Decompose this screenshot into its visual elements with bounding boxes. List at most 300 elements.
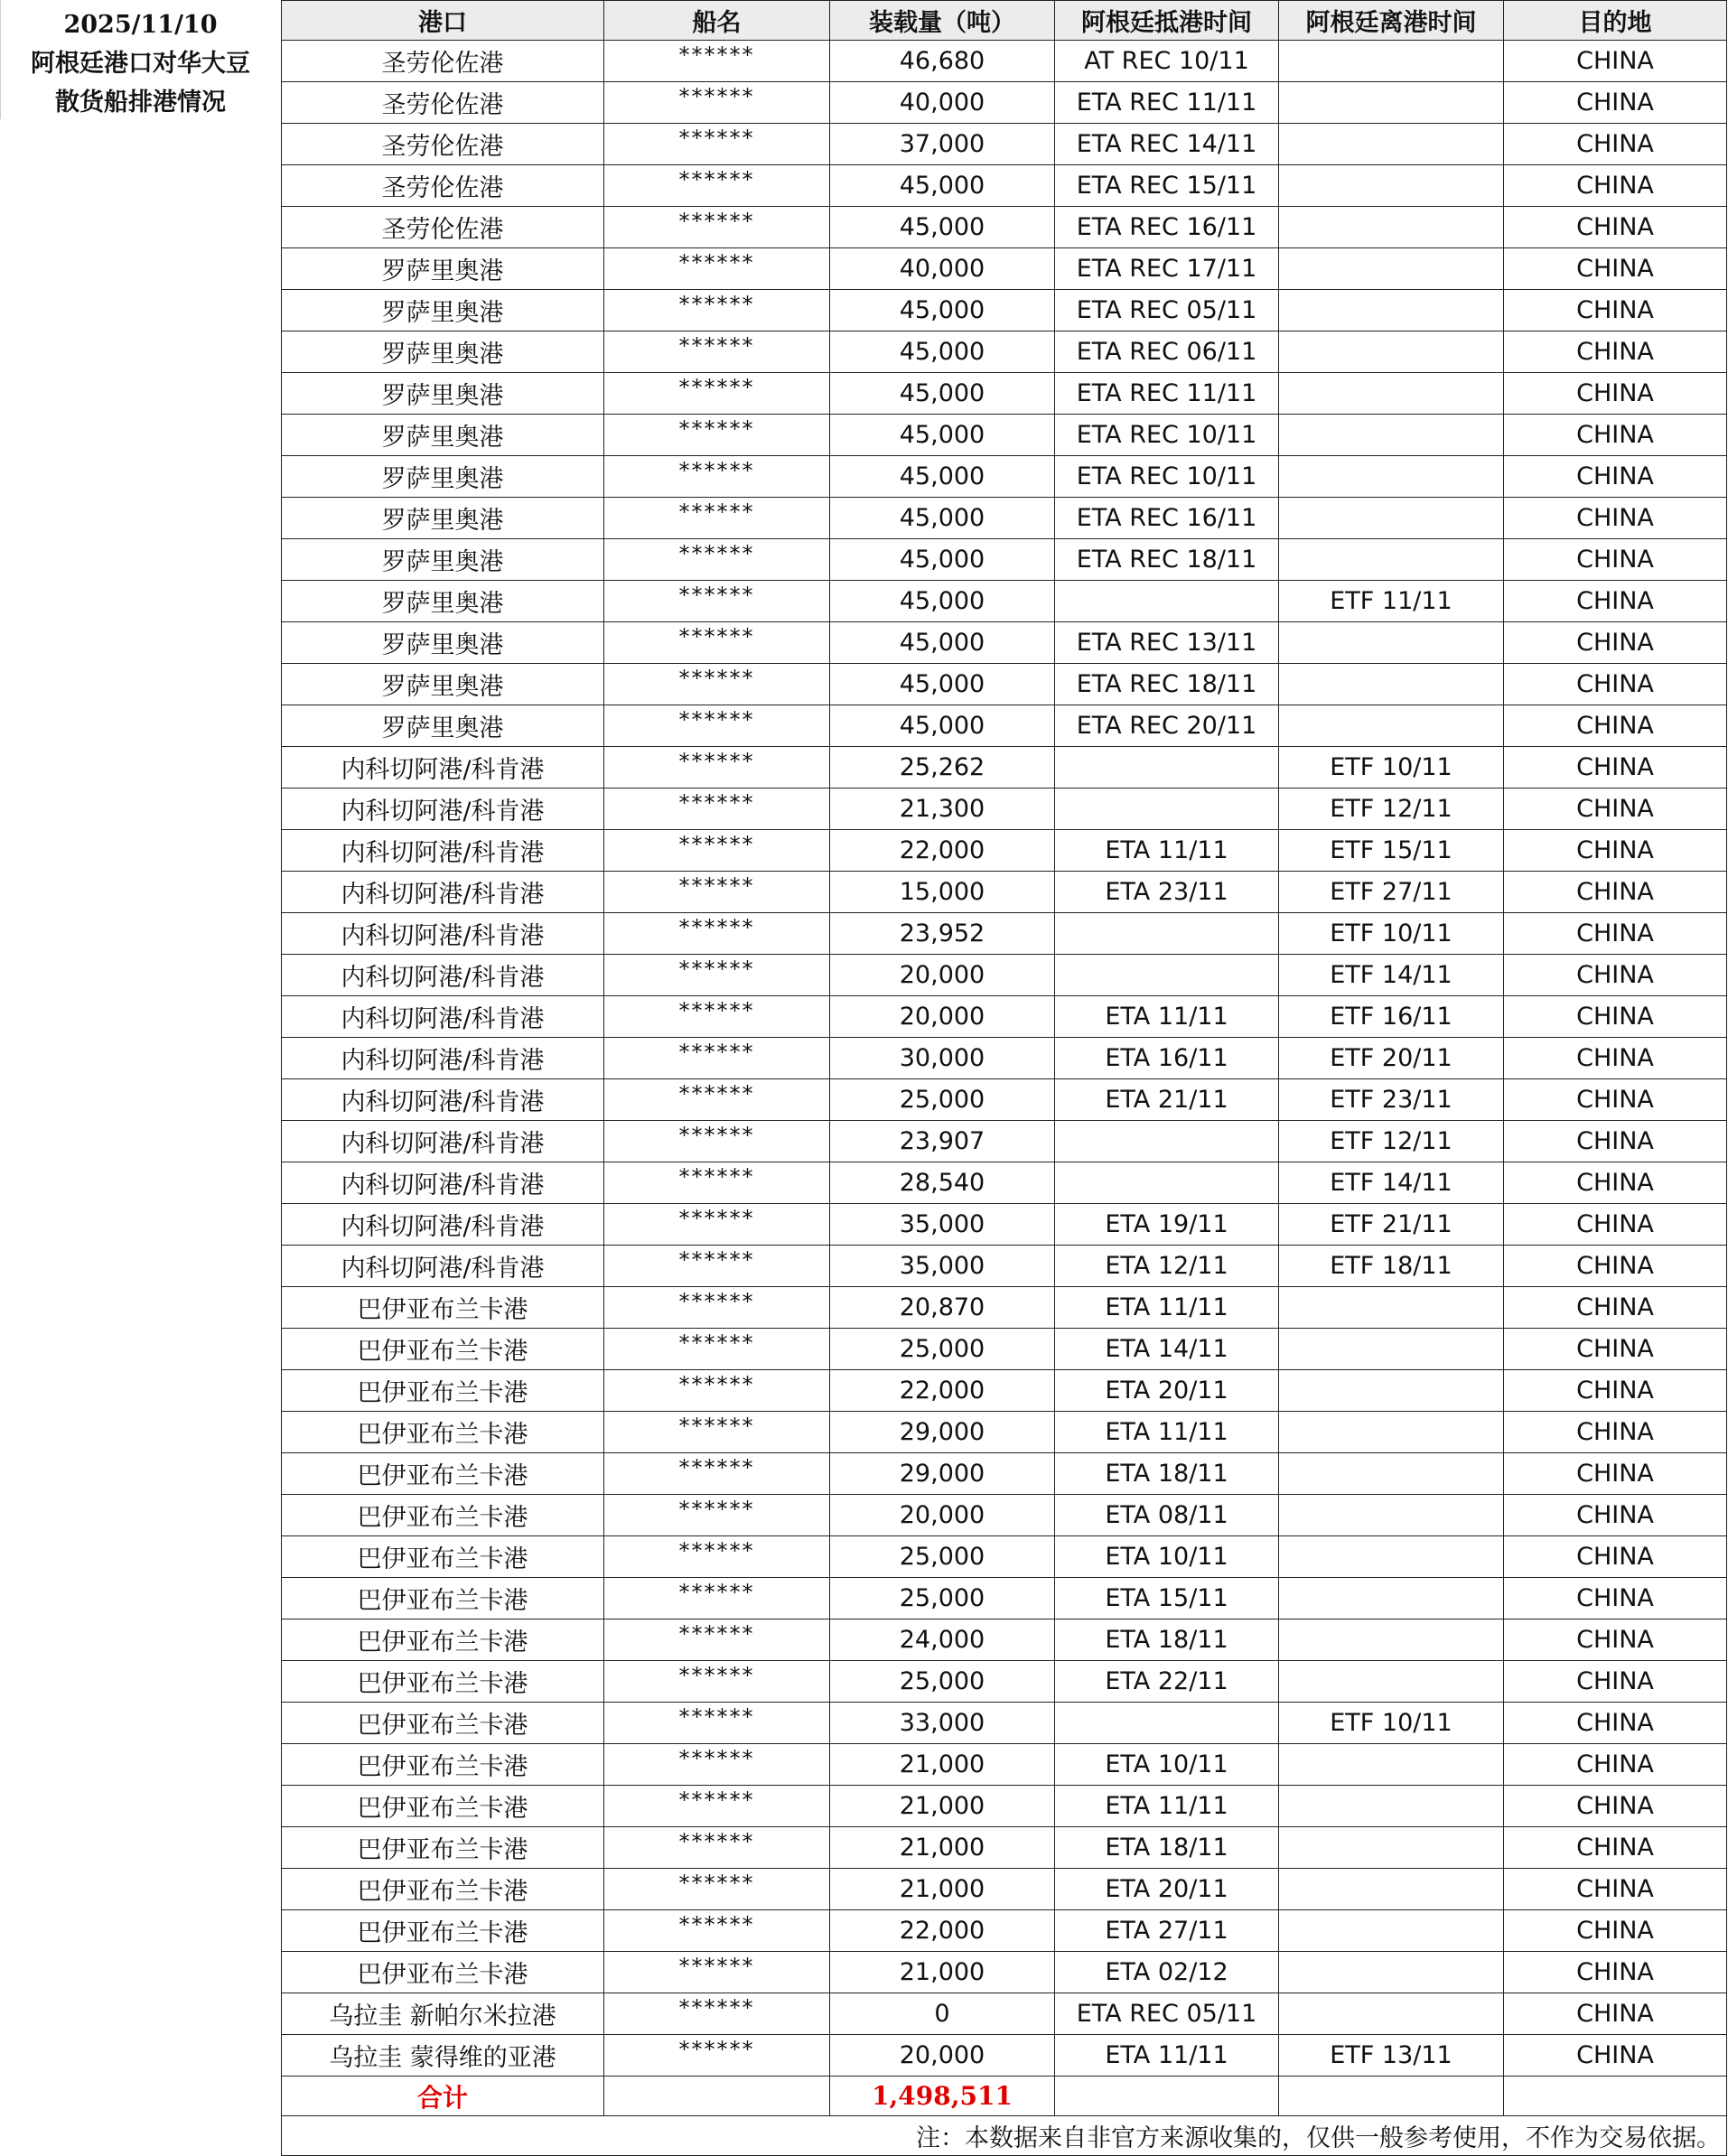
cell-arrival: ETA 10/11 <box>1055 1536 1279 1578</box>
cell-arrival: ETA 11/11 <box>1055 996 1279 1038</box>
cell-departure <box>1279 1287 1504 1329</box>
cell-destination: CHINA <box>1504 955 1727 996</box>
cell-ship: ****** <box>604 331 830 373</box>
note-row <box>282 2116 1727 2156</box>
cell-arrival: ETA REC 05/11 <box>1055 1993 1279 2035</box>
table-row <box>282 1703 1727 1744</box>
cell-port: 罗萨里奥港 <box>282 373 604 415</box>
cell-ship: ****** <box>604 1495 830 1536</box>
cell-departure: ETF 27/11 <box>1279 872 1504 913</box>
cell-destination: CHINA <box>1504 2035 1727 2077</box>
cell-destination: CHINA <box>1504 1744 1727 1786</box>
cell-port: 圣劳伦佐港 <box>282 207 604 248</box>
cell-ship: ****** <box>604 1412 830 1453</box>
cell-port: 巴伊亚布兰卡港 <box>282 1952 604 1993</box>
header-destination: 目的地 <box>1504 1 1727 41</box>
cell-arrival <box>1055 1121 1279 1162</box>
cell-ship: ****** <box>604 1287 830 1329</box>
cell-departure: ETF 18/11 <box>1279 1246 1504 1287</box>
cell-arrival: ETA REC 18/11 <box>1055 539 1279 581</box>
cell-load: 40,000 <box>830 82 1055 124</box>
cell-departure <box>1279 1536 1504 1578</box>
report-title-line2: 散货船排港情况 <box>55 89 226 117</box>
cell-departure: ETF 10/11 <box>1279 913 1504 955</box>
cell-port: 内科切阿港/科肯港 <box>282 830 604 872</box>
cell-departure <box>1279 124 1504 165</box>
cell-load: 15,000 <box>830 872 1055 913</box>
cell-load: 20,000 <box>830 996 1055 1038</box>
cell-load: 45,000 <box>830 373 1055 415</box>
cell-arrival: ETA 18/11 <box>1055 1827 1279 1869</box>
cell-load: 22,000 <box>830 1910 1055 1952</box>
cell-arrival: ETA REC 14/11 <box>1055 124 1279 165</box>
cell-ship: ****** <box>604 1786 830 1827</box>
cell-load: 45,000 <box>830 415 1055 456</box>
cell-arrival: ETA 20/11 <box>1055 1869 1279 1910</box>
cell-load: 20,870 <box>830 1287 1055 1329</box>
cell-ship: ****** <box>604 1329 830 1370</box>
cell-departure: ETF 20/11 <box>1279 1038 1504 1079</box>
cell-port: 圣劳伦佐港 <box>282 124 604 165</box>
cell-arrival: ETA REC 16/11 <box>1055 207 1279 248</box>
cell-departure: ETF 16/11 <box>1279 996 1504 1038</box>
cell-load: 25,000 <box>830 1079 1055 1121</box>
cell-arrival <box>1055 1162 1279 1204</box>
cell-ship: ****** <box>604 789 830 830</box>
cell-departure: ETF 12/11 <box>1279 1121 1504 1162</box>
table-row <box>282 872 1727 913</box>
cell-port: 巴伊亚布兰卡港 <box>282 1661 604 1703</box>
cell-port: 罗萨里奥港 <box>282 498 604 539</box>
cell-ship: ****** <box>604 1869 830 1910</box>
cell-departure <box>1279 290 1504 331</box>
cell-destination: CHINA <box>1504 1619 1727 1661</box>
cell-arrival: ETA 11/11 <box>1055 2035 1279 2077</box>
cell-port: 巴伊亚布兰卡港 <box>282 1412 604 1453</box>
header-arrival: 阿根廷抵港时间 <box>1055 1 1279 41</box>
cell-ship: ****** <box>604 124 830 165</box>
cell-departure <box>1279 415 1504 456</box>
table-row <box>282 207 1727 248</box>
cell-arrival <box>1055 955 1279 996</box>
cell-port: 罗萨里奥港 <box>282 415 604 456</box>
cell-ship: ****** <box>604 415 830 456</box>
cell-load: 20,000 <box>830 955 1055 996</box>
cell-port: 罗萨里奥港 <box>282 622 604 664</box>
table-row <box>282 789 1727 830</box>
cell-departure <box>1279 248 1504 290</box>
cell-destination: CHINA <box>1504 373 1727 415</box>
cell-port: 罗萨里奥港 <box>282 705 604 747</box>
cell-port: 内科切阿港/科肯港 <box>282 955 604 996</box>
table-body <box>282 41 1727 2077</box>
cell-ship: ****** <box>604 1952 830 1993</box>
cell-destination: CHINA <box>1504 1495 1727 1536</box>
table-row <box>282 1162 1727 1204</box>
cell-arrival: ETA REC 18/11 <box>1055 664 1279 705</box>
table-row <box>282 581 1727 622</box>
cell-load: 45,000 <box>830 705 1055 747</box>
cell-destination: CHINA <box>1504 124 1727 165</box>
cell-arrival: ETA REC 10/11 <box>1055 415 1279 456</box>
table-row <box>282 1661 1727 1703</box>
cell-departure: ETF 13/11 <box>1279 2035 1504 2077</box>
table-row <box>282 373 1727 415</box>
table-row <box>282 1827 1727 1869</box>
cell-arrival: ETA REC 17/11 <box>1055 248 1279 290</box>
cell-destination: CHINA <box>1504 622 1727 664</box>
cell-arrival: ETA 15/11 <box>1055 1578 1279 1619</box>
header-load: 装载量（吨） <box>830 1 1055 41</box>
cell-load: 25,000 <box>830 1578 1055 1619</box>
cell-destination: CHINA <box>1504 1204 1727 1246</box>
cell-arrival: ETA 02/12 <box>1055 1952 1279 1993</box>
cell-ship: ****** <box>604 82 830 124</box>
cell-ship: ****** <box>604 830 830 872</box>
cell-load: 21,300 <box>830 789 1055 830</box>
cell-arrival: ETA 14/11 <box>1055 1329 1279 1370</box>
cell-departure <box>1279 1329 1504 1370</box>
cell-departure <box>1279 1952 1504 1993</box>
cell-departure: ETF 10/11 <box>1279 747 1504 789</box>
cell-load: 28,540 <box>830 1162 1055 1204</box>
cell-destination: CHINA <box>1504 415 1727 456</box>
table-row <box>282 165 1727 207</box>
cell-ship: ****** <box>604 248 830 290</box>
cell-destination: CHINA <box>1504 290 1727 331</box>
cell-port: 内科切阿港/科肯港 <box>282 1246 604 1287</box>
total-label: 合计 <box>282 2077 604 2116</box>
cell-arrival: ETA 11/11 <box>1055 1412 1279 1453</box>
cell-departure <box>1279 331 1504 373</box>
table-row <box>282 1204 1727 1246</box>
table-row <box>282 1495 1727 1536</box>
cell-load: 29,000 <box>830 1412 1055 1453</box>
cell-destination: CHINA <box>1504 1412 1727 1453</box>
cell-port: 罗萨里奥港 <box>282 581 604 622</box>
total-value: 1,498,511 <box>830 2077 1055 2116</box>
table-row <box>282 996 1727 1038</box>
cell-destination: CHINA <box>1504 1162 1727 1204</box>
cell-port: 罗萨里奥港 <box>282 331 604 373</box>
table-row <box>282 955 1727 996</box>
cell-port: 巴伊亚布兰卡港 <box>282 1453 604 1495</box>
cell-ship: ****** <box>604 165 830 207</box>
cell-load: 45,000 <box>830 498 1055 539</box>
cell-port: 乌拉圭 新帕尔米拉港 <box>282 1993 604 2035</box>
cell-arrival: ETA 20/11 <box>1055 1370 1279 1412</box>
table-row <box>282 1993 1727 2035</box>
table-row <box>282 124 1727 165</box>
cell-destination: CHINA <box>1504 1827 1727 1869</box>
cell-port: 巴伊亚布兰卡港 <box>282 1329 604 1370</box>
table-row <box>282 539 1727 581</box>
cell-departure <box>1279 1869 1504 1910</box>
table-row <box>282 913 1727 955</box>
cell-load: 45,000 <box>830 331 1055 373</box>
cell-load: 35,000 <box>830 1204 1055 1246</box>
cell-departure <box>1279 1578 1504 1619</box>
cell-port: 巴伊亚布兰卡港 <box>282 1536 604 1578</box>
cell-load: 45,000 <box>830 290 1055 331</box>
cell-ship: ****** <box>604 1370 830 1412</box>
cell-load: 40,000 <box>830 248 1055 290</box>
cell-destination: CHINA <box>1504 747 1727 789</box>
table-row <box>282 2035 1727 2077</box>
cell-ship: ****** <box>604 290 830 331</box>
cell-arrival: ETA 10/11 <box>1055 1744 1279 1786</box>
cell-load: 23,952 <box>830 913 1055 955</box>
report-title-block <box>0 0 280 119</box>
cell-load: 22,000 <box>830 830 1055 872</box>
header-departure: 阿根廷离港时间 <box>1279 1 1504 41</box>
total-empty-arrival <box>1055 2077 1279 2116</box>
cell-departure <box>1279 498 1504 539</box>
cell-destination: CHINA <box>1504 872 1727 913</box>
cell-arrival: AT REC 10/11 <box>1055 41 1279 82</box>
cell-departure <box>1279 1744 1504 1786</box>
cell-destination: CHINA <box>1504 82 1727 124</box>
cell-destination: CHINA <box>1504 1910 1727 1952</box>
cell-port: 罗萨里奥港 <box>282 456 604 498</box>
cell-arrival: ETA REC 13/11 <box>1055 622 1279 664</box>
cell-load: 45,000 <box>830 664 1055 705</box>
table-row <box>282 1287 1727 1329</box>
cell-port: 内科切阿港/科肯港 <box>282 789 604 830</box>
cell-arrival: ETA REC 11/11 <box>1055 373 1279 415</box>
table-row <box>282 1619 1727 1661</box>
table-row <box>282 248 1727 290</box>
cell-departure: ETF 12/11 <box>1279 789 1504 830</box>
cell-arrival: ETA 16/11 <box>1055 1038 1279 1079</box>
table-row <box>282 1370 1727 1412</box>
cell-load: 20,000 <box>830 2035 1055 2077</box>
cell-arrival: ETA 18/11 <box>1055 1619 1279 1661</box>
cell-load: 30,000 <box>830 1038 1055 1079</box>
cell-departure <box>1279 1786 1504 1827</box>
table-row <box>282 1910 1727 1952</box>
cell-arrival: ETA 21/11 <box>1055 1079 1279 1121</box>
cell-departure <box>1279 373 1504 415</box>
cell-departure <box>1279 41 1504 82</box>
cell-arrival <box>1055 1703 1279 1744</box>
cell-ship: ****** <box>604 1827 830 1869</box>
cell-arrival: ETA REC 05/11 <box>1055 290 1279 331</box>
cell-port: 圣劳伦佐港 <box>282 165 604 207</box>
cell-load: 45,000 <box>830 622 1055 664</box>
cell-load: 21,000 <box>830 1952 1055 1993</box>
cell-destination: CHINA <box>1504 913 1727 955</box>
cell-port: 内科切阿港/科肯港 <box>282 913 604 955</box>
cell-arrival: ETA REC 10/11 <box>1055 456 1279 498</box>
cell-ship: ****** <box>604 1162 830 1204</box>
cell-departure <box>1279 207 1504 248</box>
table-row <box>282 1453 1727 1495</box>
cell-departure <box>1279 1827 1504 1869</box>
cell-ship: ****** <box>604 1453 830 1495</box>
cell-destination: CHINA <box>1504 1453 1727 1495</box>
cell-ship: ****** <box>604 747 830 789</box>
cell-load: 29,000 <box>830 1453 1055 1495</box>
table-row <box>282 415 1727 456</box>
cell-arrival <box>1055 789 1279 830</box>
cell-port: 罗萨里奥港 <box>282 539 604 581</box>
table-row <box>282 1952 1727 1993</box>
cell-ship: ****** <box>604 872 830 913</box>
cell-destination: CHINA <box>1504 331 1727 373</box>
cell-destination: CHINA <box>1504 1703 1727 1744</box>
cell-arrival: ETA 11/11 <box>1055 830 1279 872</box>
table-row <box>282 747 1727 789</box>
table-row <box>282 41 1727 82</box>
cell-departure <box>1279 165 1504 207</box>
cell-destination: CHINA <box>1504 539 1727 581</box>
table-row <box>282 290 1727 331</box>
cell-load: 25,000 <box>830 1536 1055 1578</box>
cell-destination: CHINA <box>1504 581 1727 622</box>
cell-destination: CHINA <box>1504 1661 1727 1703</box>
cell-ship: ****** <box>604 373 830 415</box>
cell-destination: CHINA <box>1504 1993 1727 2035</box>
cell-departure <box>1279 1661 1504 1703</box>
cell-arrival: ETA REC 16/11 <box>1055 498 1279 539</box>
cell-ship: ****** <box>604 539 830 581</box>
cell-ship: ****** <box>604 2035 830 2077</box>
cell-port: 内科切阿港/科肯港 <box>282 1162 604 1204</box>
cell-destination: CHINA <box>1504 41 1727 82</box>
cell-port: 巴伊亚布兰卡港 <box>282 1910 604 1952</box>
cell-departure <box>1279 664 1504 705</box>
cell-load: 22,000 <box>830 1370 1055 1412</box>
cell-load: 23,907 <box>830 1121 1055 1162</box>
cell-port: 乌拉圭 蒙得维的亚港 <box>282 2035 604 2077</box>
table-row <box>282 664 1727 705</box>
cell-destination: CHINA <box>1504 830 1727 872</box>
cell-arrival: ETA 08/11 <box>1055 1495 1279 1536</box>
table-row <box>282 1578 1727 1619</box>
cell-arrival: ETA REC 06/11 <box>1055 331 1279 373</box>
cell-port: 圣劳伦佐港 <box>282 41 604 82</box>
cell-destination: CHINA <box>1504 789 1727 830</box>
total-empty-destination <box>1504 2077 1727 2116</box>
cell-port: 巴伊亚布兰卡港 <box>282 1370 604 1412</box>
header-port: 港口 <box>282 1 604 41</box>
cell-destination: CHINA <box>1504 1287 1727 1329</box>
cell-arrival: ETA 11/11 <box>1055 1786 1279 1827</box>
cell-departure <box>1279 1993 1504 2035</box>
cell-arrival: ETA REC 15/11 <box>1055 165 1279 207</box>
table-row <box>282 1121 1727 1162</box>
cell-arrival <box>1055 913 1279 955</box>
table-row <box>282 1869 1727 1910</box>
cell-port: 内科切阿港/科肯港 <box>282 1204 604 1246</box>
cell-load: 21,000 <box>830 1744 1055 1786</box>
cell-port: 巴伊亚布兰卡港 <box>282 1744 604 1786</box>
cell-ship: ****** <box>604 705 830 747</box>
cell-load: 45,000 <box>830 207 1055 248</box>
cell-arrival: ETA 27/11 <box>1055 1910 1279 1952</box>
cell-ship: ****** <box>604 1246 830 1287</box>
table-row <box>282 331 1727 373</box>
cell-ship: ****** <box>604 456 830 498</box>
cell-departure: ETF 14/11 <box>1279 955 1504 996</box>
table-row <box>282 1412 1727 1453</box>
table-row <box>282 82 1727 124</box>
cell-ship: ****** <box>604 1038 830 1079</box>
cell-port: 内科切阿港/科肯港 <box>282 996 604 1038</box>
table-row <box>282 1038 1727 1079</box>
total-row <box>282 2077 1727 2116</box>
cell-departure <box>1279 82 1504 124</box>
table-row <box>282 622 1727 664</box>
cell-departure: ETF 10/11 <box>1279 1703 1504 1744</box>
cell-departure <box>1279 705 1504 747</box>
cell-destination: CHINA <box>1504 165 1727 207</box>
cell-destination: CHINA <box>1504 1370 1727 1412</box>
cell-load: 25,000 <box>830 1329 1055 1370</box>
table-row <box>282 1246 1727 1287</box>
cell-destination: CHINA <box>1504 1246 1727 1287</box>
cell-load: 45,000 <box>830 539 1055 581</box>
table-row <box>282 1536 1727 1578</box>
table-row <box>282 1786 1727 1827</box>
cell-destination: CHINA <box>1504 1578 1727 1619</box>
cell-ship: ****** <box>604 581 830 622</box>
cell-port: 巴伊亚布兰卡港 <box>282 1287 604 1329</box>
cell-port: 圣劳伦佐港 <box>282 82 604 124</box>
total-empty-ship <box>604 2077 830 2116</box>
cell-load: 45,000 <box>830 581 1055 622</box>
cell-ship: ****** <box>604 1703 830 1744</box>
cell-ship: ****** <box>604 664 830 705</box>
cell-ship: ****** <box>604 1993 830 2035</box>
cell-arrival: ETA 22/11 <box>1055 1661 1279 1703</box>
cell-ship: ****** <box>604 1661 830 1703</box>
cell-port: 巴伊亚布兰卡港 <box>282 1786 604 1827</box>
cell-ship: ****** <box>604 996 830 1038</box>
cell-port: 巴伊亚布兰卡港 <box>282 1869 604 1910</box>
total-empty-departure <box>1279 2077 1504 2116</box>
table-row <box>282 1329 1727 1370</box>
cell-destination: CHINA <box>1504 1121 1727 1162</box>
cell-ship: ****** <box>604 955 830 996</box>
cell-ship: ****** <box>604 913 830 955</box>
cell-arrival: ETA 23/11 <box>1055 872 1279 913</box>
table-row <box>282 1079 1727 1121</box>
cell-port: 罗萨里奥港 <box>282 664 604 705</box>
header-ship: 船名 <box>604 1 830 41</box>
cell-load: 21,000 <box>830 1786 1055 1827</box>
cell-port: 罗萨里奥港 <box>282 248 604 290</box>
cell-arrival: ETA 11/11 <box>1055 1287 1279 1329</box>
cell-ship: ****** <box>604 207 830 248</box>
vessel-lineup-table <box>281 0 1727 2156</box>
cell-ship: ****** <box>604 1910 830 1952</box>
cell-departure <box>1279 1910 1504 1952</box>
cell-departure <box>1279 1495 1504 1536</box>
disclaimer-note: 注：本数据来自非官方来源收集的，仅供一般参考使用，不作为交易依据。 <box>282 2116 1727 2156</box>
cell-ship: ****** <box>604 1121 830 1162</box>
cell-load: 35,000 <box>830 1246 1055 1287</box>
cell-load: 33,000 <box>830 1703 1055 1744</box>
cell-load: 20,000 <box>830 1495 1055 1536</box>
cell-departure <box>1279 456 1504 498</box>
cell-ship: ****** <box>604 1744 830 1786</box>
cell-port: 巴伊亚布兰卡港 <box>282 1619 604 1661</box>
cell-port: 内科切阿港/科肯港 <box>282 1038 604 1079</box>
cell-destination: CHINA <box>1504 705 1727 747</box>
cell-departure: ETF 11/11 <box>1279 581 1504 622</box>
